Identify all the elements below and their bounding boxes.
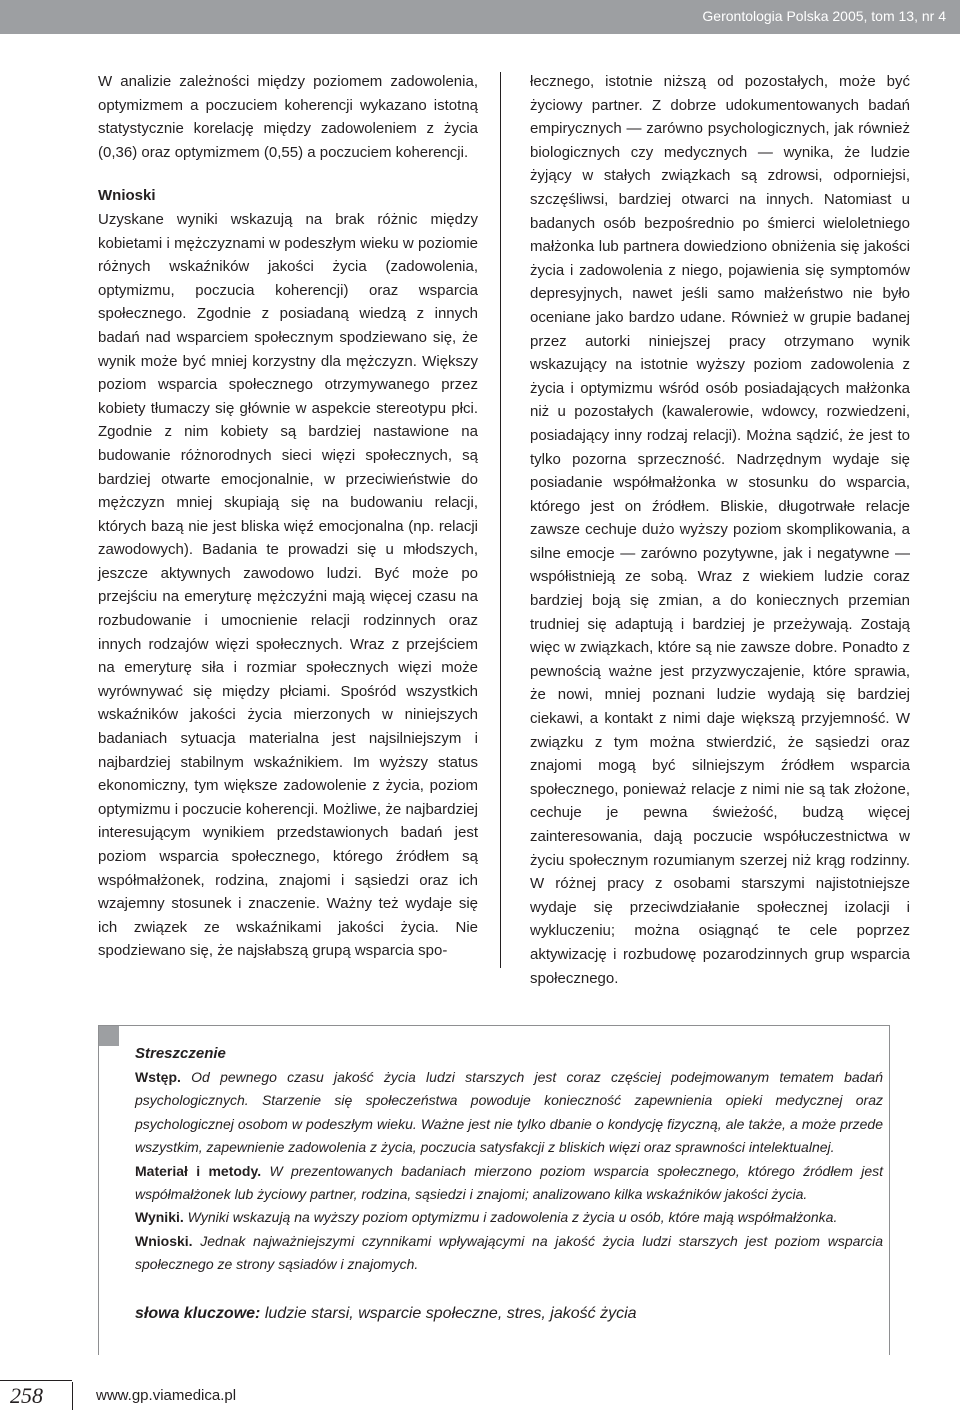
- page-number: 258: [10, 1383, 43, 1408]
- abstract-intro-label: Wstęp.: [135, 1069, 181, 1085]
- journal-url: www.gp.viamedica.pl: [96, 1387, 237, 1404]
- paragraph-continuation: łecznego, istotnie niższą od pozostałych, może być życiowy partner. Z dobrze udokumentowanych badań empirycznych — zarówno psychologicznych, jak również biologicznych czy medycznych — wynika, że ludzie żyjący w stałych związkach są zdrowsi, odporniejsi, szczęśliwsi, bardziej otwarci na innych. Natomiast u badanych osób bezpośrednio po śmierci wieloletniego małżonka lub partnera dowiedziono obniżenia się jakości życia i zadowolenia z niego, pojawienia się symptomów depresyjnych, nawet jeśli samo małżeństwo nie było oceniane jako bardzo udane. Również w grupie badanej przez autorki niniejszej pracy otrzymano wynik wskazujący na istotnie wyższy poziom zadowolenia z życia i optymizmu wśród osób posiadających małżonka niż u pozostałych (kawalerowie, wdowcy, rozwiedzeni, posiadający inny rodzaj relacji). Można sądzić, że jest to tylko pozorna sprzeczność. Nadrzędnym wydaje się posiadanie współmałżonka w stosunku do wsparcia, którego jest on źródłem. Bliskie, długotrwałe relacje zawsze cechuje dużo wyższy poziom skomplikowania, a silne emocje — zarówno pozytywne, jak i negatywne — współistnieją ze sobą. Wraz z wiekiem ludzie coraz bardziej boją się zmian, a do koniecznych przemian trudniej się adaptują i bardziej je przeżywają. Zostają więc w związkach, które są nie zawsze dobre. Ponadto z pewnością ważne jest przyzwyczajenie, które sprawia, że nowi, mniej poznani ludzie wydają się bardziej ciekawi, a kontakt z nimi daje większą przyjemność. W związku z tym można stwierdzić, że sąsiedzi oraz znajomi mogą być silniejszym źródłem wsparcia społecznego, ponieważ relacje z nimi nie są tak złożone, cechuje je pewna świeżość, budzą więcej zainteresowania, dają poczucie współuczestnictwa w życiu społecznym rozumianym szerzej niż krąg rodzinny. W różnej pracy z osobami starszymi najistotniejsze wydaje się przeciwdziałanie społecznej izolacji i wykluczeniu; można osiągnąć te cele poprzez aktywizację i rozbudowę pozarodzinnych grup wsparcia społecznego.: [530, 73, 910, 987]
- journal-citation: Gerontologia Polska 2005, tom 13, nr 4: [702, 8, 946, 24]
- abstract-marker-square: [99, 1026, 119, 1046]
- abstract-methods-text: W prezentowanych badaniach mierzono poziom wsparcia społecznego, którego źródłem jest współmałżonek lub życiowy partner, rodzina, sąsiedzi i znajomi; analizowano kilka wskaźników jakości życia.: [135, 1162, 884, 1203]
- abstract-intro-text: Od pewnego czasu jakość życia ludzi starszych jest coraz częściej podejmowanym tematem badań psychologicznych. Starzenie się społeczeństwa powoduje konieczność zapewnienia opieki medycznej oraz psychologicznej osobom w podeszłym wieku. Ważne jest nie tylko dbanie o kondycję fizyczną, ale także, a może przede wszystkim, zapewnienie zadowolenia z życia, poczucia satysfakcji z bliskich więzi oraz sprawności intelektualnej.: [135, 1069, 883, 1156]
- abstract-intro: [135, 1066, 883, 1160]
- abstract-box: [98, 1025, 890, 1355]
- journal-header-bar: [0, 0, 960, 34]
- abstract-results-text: Wyniki wskazują na wyższy poziom optymizmu i zadowolenia z życia u osób, które mają współmałżonka.: [183, 1209, 838, 1226]
- paragraph-conclusions: Uzyskane wyniki wskazują na brak różnic między kobietami i mężczyznami w podeszłym wieku w poziomie różnych wskaźników jakości życia (zadowolenia, optymizmu, poczucia koherencji) oraz wsparcia społecznego. Zgodnie z posiadaną wiedzą z innych badań nad wsparciem społecznym spodziewano się, że wynik może być mniej korzystny dla mężczyzn. Większy poziom wsparcia społecznego otrzymywanego przez kobiety tłumaczy się głównie w aspekcie stereotypu płci. Zgodnie z nim kobiety są bardziej nastawione na budowanie różnorodnych sieci więzi społecznych, są bardziej otwarte emocjonalnie, w przeciwieństwie do mężczyzn mniej skupiają się na budowaniu relacji, których bazą nie jest bliska więź emocjonalna (np. relacji zawodowych). Badania te prowadzi się u młodszych, jeszcze aktywnych zawodowo ludzi. Być może po przejściu na emeryturę mężczyźni mają więcej czasu na rozbudowanie i umocnienie relacji rodzinnych oraz innych rodzajów więzi społecznych. Wraz z przejściem na emeryturę siła i rozmiar społecznych więzi może wyrównywać się między płciami. Spośród wszystkich wskaźników jakości życia mierzonych w niniejszych badaniach sytuacja materialna jest najsilniejszym i najbardziej stabilnym wskaźnikiem. Im wyższy status ekonomiczny, tym większe zadowolenie z życia, poziom optymizmu i poczucie koherencji. Możliwe, że najbardziej interesującym wynikiem przedstawionych badań jest poziom wsparcia społecznego, którego źródłem są współmałżonek, rodzina, znajomi i sąsiedzi oraz ich wzajemny stosunek i znaczenie. Ważny też wydaje się ich związek ze wskaźnikami jakości życia. Nie spodziewano się, że najsłabszą grupą wsparcia spo-: [98, 210, 478, 960]
- paragraph-correlation: W analizie zależności między poziomem zadowolenia, optymizmem a poczuciem koherencji wykazano istotną statystycznie korelację między zadowoleniem z życia (0,36) oraz optymizmem (0,55) a poczuciem koherencji.: [98, 73, 478, 161]
- keywords: [135, 1302, 883, 1326]
- abstract-title: Streszczenie: [135, 1045, 226, 1062]
- abstract-content: [135, 1042, 883, 1277]
- abstract-methods: [135, 1160, 883, 1207]
- right-column: [530, 70, 910, 990]
- footer-separator: [72, 1382, 73, 1410]
- footer-rule: [0, 1380, 72, 1381]
- left-column: [98, 70, 478, 963]
- abstract-results: [135, 1206, 883, 1229]
- keywords-text: ludzie starsi, wsparcie społeczne, stres, jakość życia: [260, 1305, 637, 1322]
- section-heading-conclusions: Wnioski: [98, 187, 156, 205]
- abstract-methods-label: Materiał i metody.: [135, 1162, 262, 1179]
- column-divider: [500, 72, 501, 968]
- abstract-conclusions: [135, 1230, 883, 1277]
- abstract-conclusions-text: Jednak najważniejszymi czynnikami wpływającymi na jakość życia ludzi starszych jest poziom wsparcia społecznego ze strony sąsiadów i znajomych.: [135, 1232, 883, 1273]
- abstract-results-label: Wyniki.: [135, 1209, 184, 1226]
- abstract-conclusions-label: Wnioski.: [135, 1232, 193, 1249]
- keywords-label: słowa kluczowe:: [135, 1305, 261, 1322]
